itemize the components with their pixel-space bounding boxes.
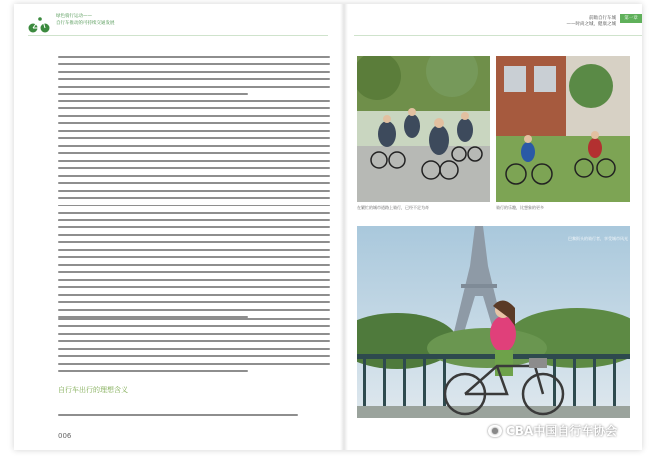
section-first-line [58, 414, 298, 421]
running-header-right [560, 16, 616, 28]
caption-photo-2: 骑行的乐趣，比想象的更多 [496, 205, 544, 210]
section-heading: 自行车出行的理想含义 [58, 386, 128, 394]
book-spread [14, 4, 642, 450]
header-right-subtitle: ——时尚之城，健康之城 [566, 22, 616, 27]
body-paragraph-3 [58, 219, 330, 324]
caption-photo-3: 巴黎街头的骑行者，享受城市风光 [568, 236, 628, 241]
header-title: 绿色骑行运动—— [56, 14, 92, 19]
page-number: 006 [58, 432, 72, 440]
body-paragraph-2 [58, 100, 330, 227]
wechat-icon: ● [488, 425, 502, 437]
wechat-watermark [488, 422, 617, 439]
header-right-title: 前瞻自行车城 [589, 16, 616, 21]
caption-photo-1: 在繁忙的城市道路上骑行，已经不足为奇 [357, 205, 429, 210]
photo-paris-cyclist [357, 226, 630, 418]
photo-city-cyclists [357, 56, 490, 202]
header-subtitle: 自行车推动的可持续交通发展 [56, 21, 115, 26]
chapter-badge: 第一章 [620, 14, 642, 23]
watermark-text: CBA中国自行车协会 [506, 424, 618, 438]
bicycle-logo-icon [28, 16, 50, 34]
body-paragraph-4 [58, 318, 330, 378]
body-paragraph-1 [58, 56, 330, 101]
header-rule-left [28, 35, 328, 36]
photo-children-cycling [496, 56, 630, 202]
header-rule-right [354, 35, 642, 36]
book-gutter [340, 4, 348, 450]
running-header-left [56, 13, 115, 27]
